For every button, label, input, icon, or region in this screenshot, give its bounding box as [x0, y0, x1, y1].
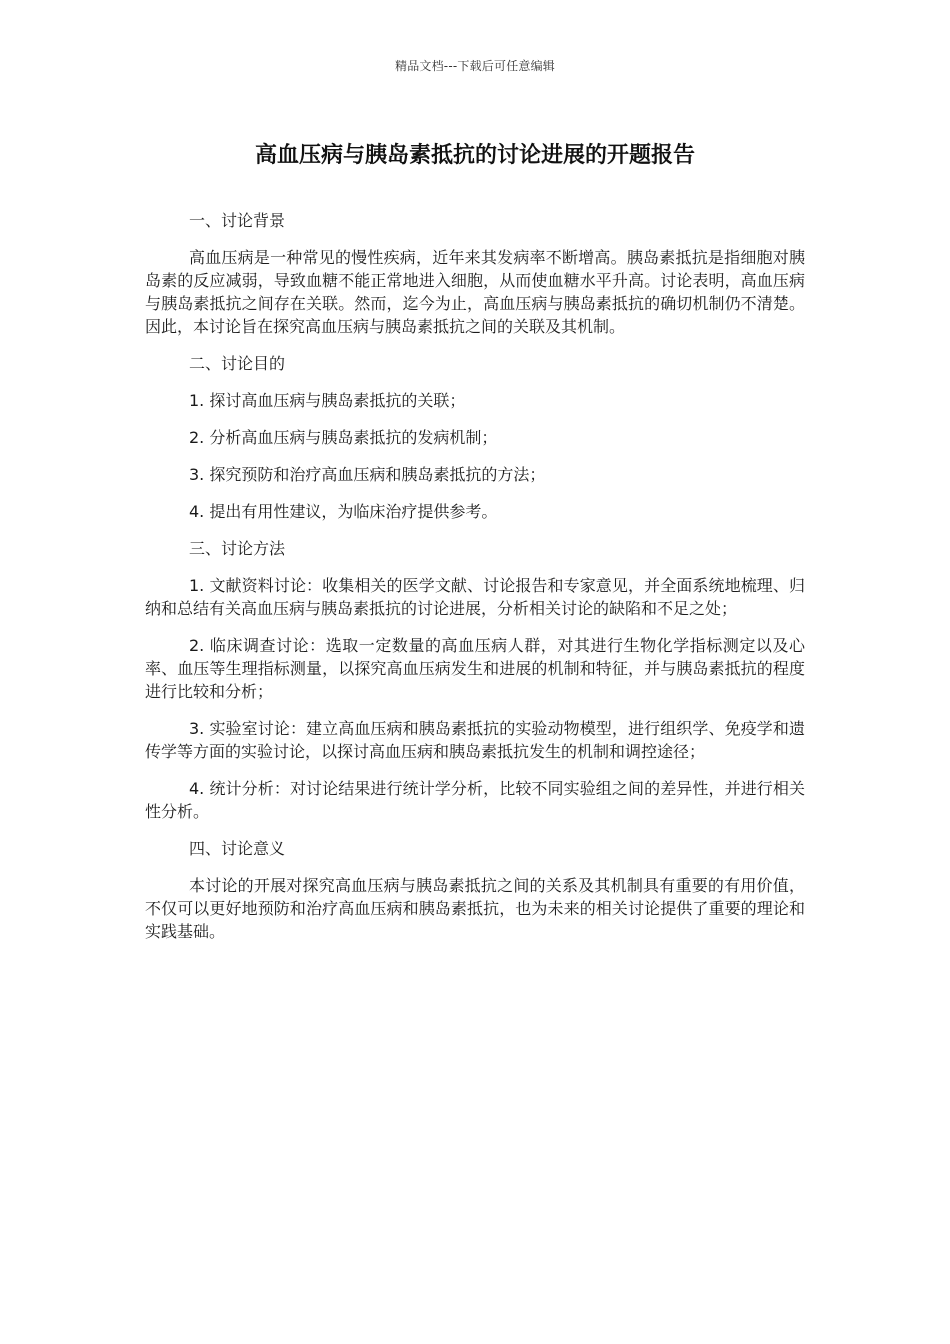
purpose-item: 3. 探究预防和治疗高血压病和胰岛素抵抗的方法； — [189, 465, 546, 484]
paragraph-background: 高血压病是一种常见的慢性疾病，近年来其发病率不断增高。胰岛素抵抗是指细胞对胰岛素的反应减弱，导致血糖不能正常地进入细胞，从而使血糖水平升高。讨论表明，高血压病与胰岛素抵抗之间存在关联。然而，迄今为止，高血压病与胰岛素抵抗的确切机制仍不清楚。因此，本讨论旨在探究高血压病与胰岛素抵抗之间的关联及其机制。 — [145, 248, 805, 336]
paragraph-significance: 本讨论的开展对探究高血压病与胰岛素抵抗之间的关系及其机制具有重要的有用价值，不仅可以更好地预防和治疗高血压病和胰岛素抵抗，也为未来的相关讨论提供了重要的理论和实践基础。 — [145, 876, 805, 941]
document-body — [145, 209, 805, 957]
purpose-item: 1. 探讨高血压病与胰岛素抵抗的关联； — [189, 391, 466, 410]
method-item: 3. 实验室讨论：建立高血压病和胰岛素抵抗的实验动物模型，进行组织学、免疫学和遗传学等方面的实验讨论，以探讨高血压病和胰岛素抵抗发生的机制和调控途径； — [145, 719, 805, 761]
section-heading-methods: 三、讨论方法 — [189, 539, 286, 558]
document-title: 高血压病与胰岛素抵抗的讨论进展的开题报告 — [254, 143, 695, 168]
method-item: 2. 临床调查讨论：选取一定数量的高血压病人群，对其进行生物化学指标测定以及心率、血压等生理指标测量，以探究高血压病发生和进展的机制和特征，并与胰岛素抵抗的程度进行比较和分析； — [145, 636, 805, 701]
section-heading-significance: 四、讨论意义 — [189, 839, 286, 858]
section-heading-background: 一、讨论背景 — [189, 211, 286, 230]
method-item: 4. 统计分析：对讨论结果进行统计学分析，比较不同实验组之间的差异性，并进行相关性分析。 — [145, 779, 805, 821]
section-heading-purpose: 二、讨论目的 — [189, 354, 286, 373]
purpose-item: 4. 提出有用性建议，为临床治疗提供参考。 — [189, 502, 498, 521]
method-item: 1. 文献资料讨论：收集相关的医学文献、讨论报告和专家意见，并全面系统地梳理、归纳和总结有关高血压病与胰岛素抵抗的讨论进展，分析相关讨论的缺陷和不足之处； — [145, 576, 805, 618]
purpose-item: 2. 分析高血压病与胰岛素抵抗的发病机制； — [189, 428, 498, 447]
header-note: 精品文档---下载后可任意编辑 — [395, 59, 555, 73]
